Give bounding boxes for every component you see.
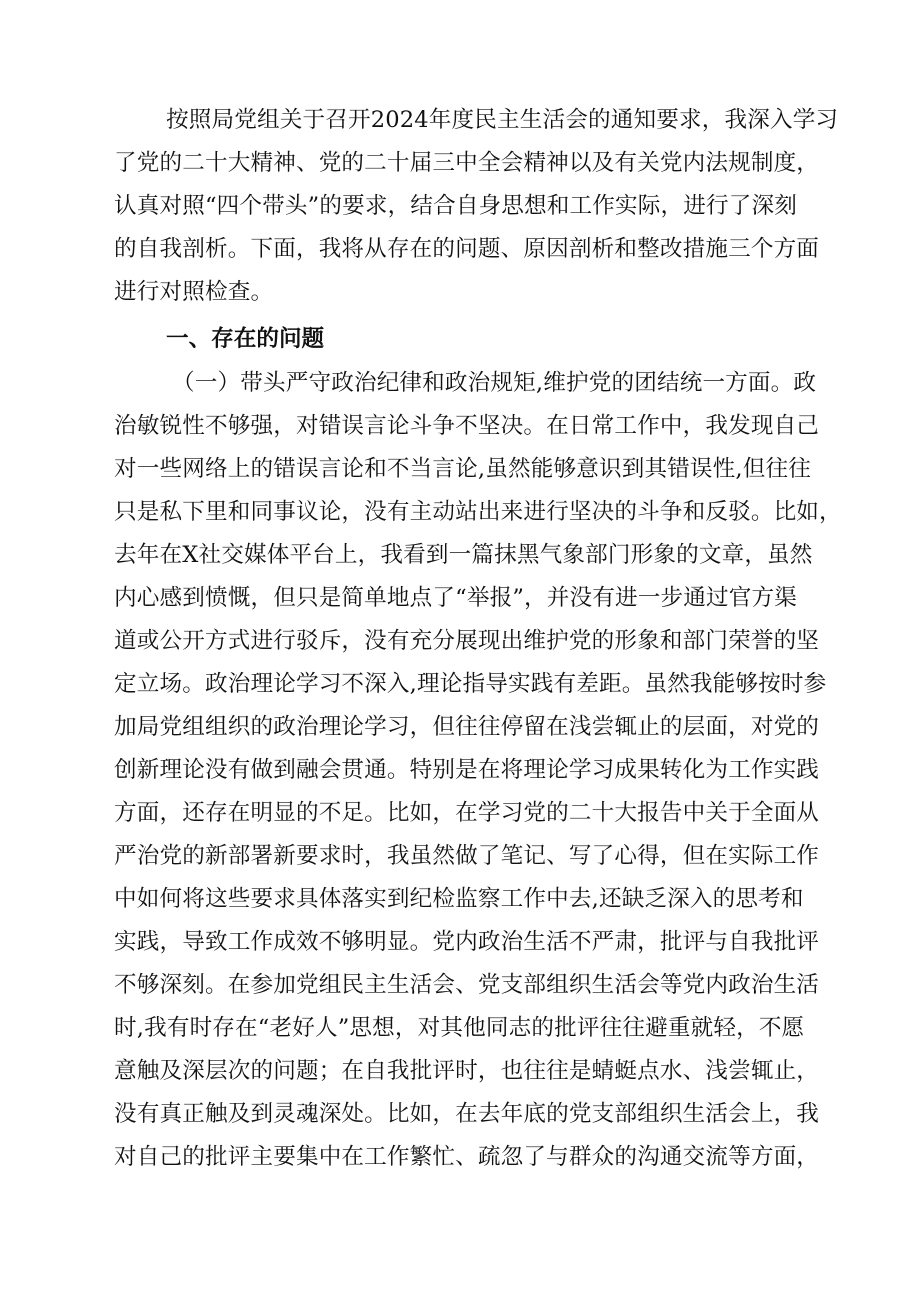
body-line: 没有真正触及到灵魂深处。比如，在去年底的党支部组织生活会上，我 xyxy=(114,1101,820,1127)
body-line: 严治党的新部署新要求时，我虽然做了笔记、写了心得，但在实际工作 xyxy=(114,843,820,869)
body-line: 意触及深层次的问题；在自我批评时，也往往是蜻蜓点水、浅尝辄止， xyxy=(114,1058,820,1084)
body-line: 定立场。政治理论学习不深入,理论指导实践有差距。虽然我能够按时参 xyxy=(114,671,827,697)
body-line: 治敏锐性不够强，对错误言论斗争不坚决。在日常工作中，我发现自己 xyxy=(114,413,820,439)
body-line: 对一些网络上的错误言论和不当言论,虽然能够意识到其错误性,但往往 xyxy=(114,456,811,482)
body-line: 中如何将这些要求具体落实到纪检监察工作中去,还缺乏深入的思考和 xyxy=(114,886,804,912)
body-line: 不够深刻。在参加党组民主生活会、党支部组织生活会等党内政治生活 xyxy=(114,972,820,998)
body-line: 内心感到愤慨，但只是简单地点了“举报”，并没有进一步通过官方渠 xyxy=(114,585,797,611)
body-line: 方面，还存在明显的不足。比如，在学习党的二十大报告中关于全面从 xyxy=(114,800,820,826)
body-line: 实践，导致工作成效不够明显。党内政治生活不严肃，批评与自我批评 xyxy=(114,929,820,955)
body-line: 加局党组组织的政治理论学习，但往往停留在浅尝辄止的层面，对党的 xyxy=(114,714,820,740)
body-line: 时,我有时存在“老好人”思想，对其他同志的批评往往避重就轻，不愿 xyxy=(114,1015,805,1041)
section-heading: 一、存在的问题 xyxy=(166,326,325,352)
body-line: 道或公开方式进行驳斥，没有充分展现出维护党的形象和部门荣誉的坚 xyxy=(114,628,820,654)
intro-line: 按照局党组关于召开2024年度民主生活会的通知要求，我深入学习 xyxy=(166,107,839,133)
intro-line: 的自我剖析。下面，我将从存在的问题、原因剖析和整改措施三个方面 xyxy=(114,236,820,262)
body-line: 只是私下里和同事议论，没有主动站出来进行坚决的斗争和反驳。比如， xyxy=(114,499,842,525)
body-line: 创新理论没有做到融会贯通。特别是在将理论学习成果转化为工作实践 xyxy=(114,757,820,783)
body-paragraph xyxy=(114,362,842,1179)
intro-line: 了党的二十大精神、党的二十届三中全会精神以及有关党内法规制度， xyxy=(114,150,820,176)
body-line: （一）带头严守政治纪律和政治规矩,维护党的团结统一方面。政 xyxy=(172,370,817,396)
body-line: 去年在X社交媒体平台上，我看到一篇抹黑气象部门形象的文章，虽然 xyxy=(114,542,813,568)
body-line: 对自己的批评主要集中在工作繁忙、疏忽了与群众的沟通交流等方面， xyxy=(114,1144,820,1170)
intro-line: 认真对照“四个带头”的要求，结合自身思想和工作实际，进行了深刻 xyxy=(114,193,797,219)
intro-line: 进行对照检查。 xyxy=(114,279,274,305)
intro-paragraph xyxy=(114,99,839,314)
